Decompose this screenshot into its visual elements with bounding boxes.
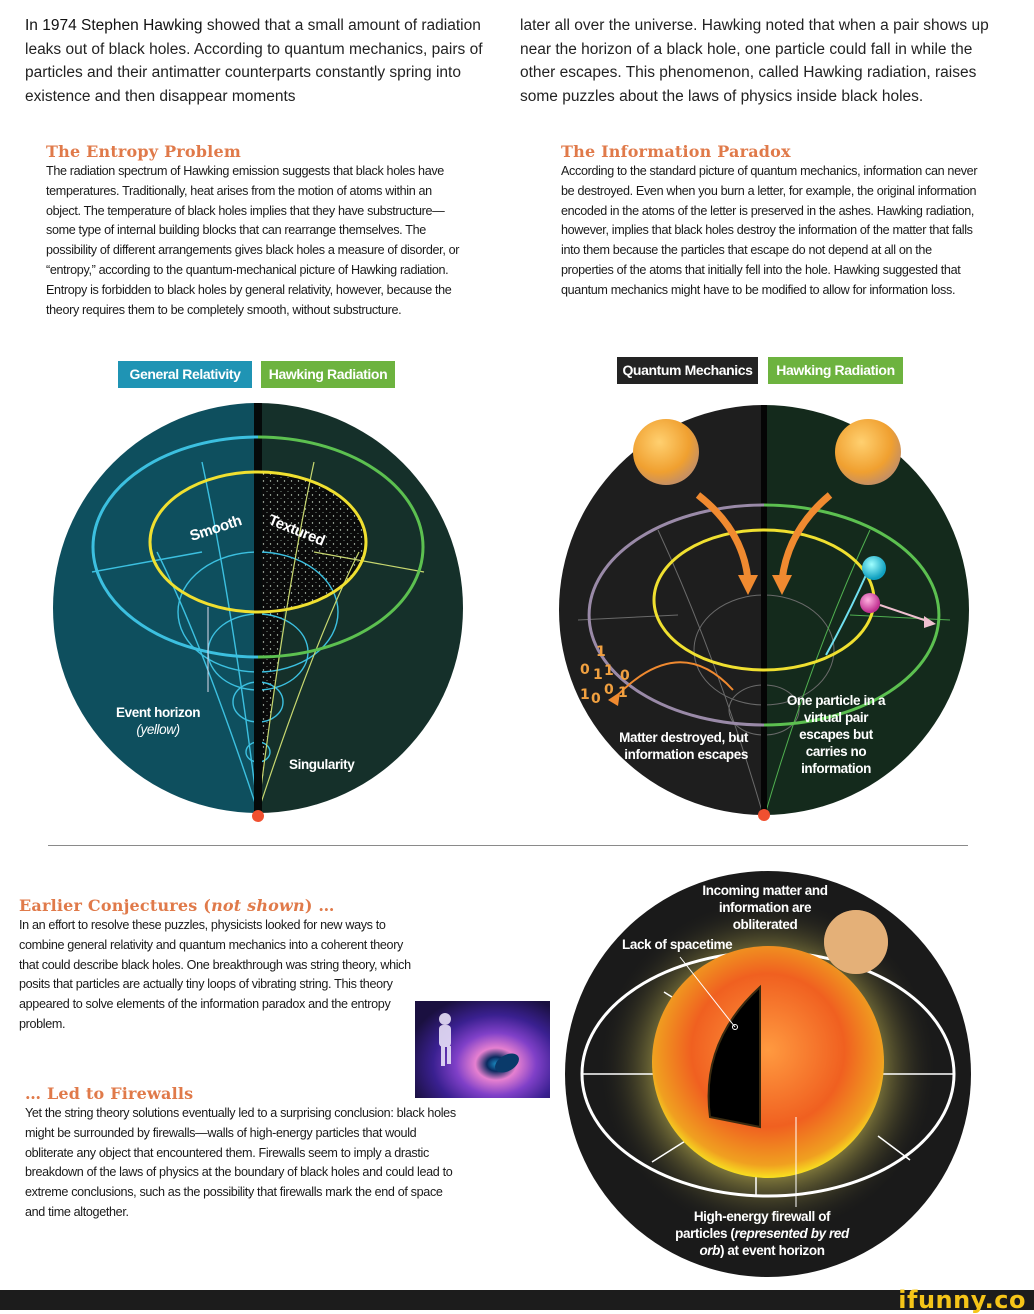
intro-paragraph-right: later all over the universe. Hawking noted that when a pair shows up near the horizon of a black hole, one particle could fall in while the other escapes. This phenomenon, called Hawking radiation, raises some puzzles about the laws of physics inside black holes. bbox=[520, 17, 989, 105]
tag-hawking-radiation: Hawking Radiation bbox=[261, 361, 395, 388]
tag-hawking-radiation-2: Hawking Radiation bbox=[768, 357, 903, 384]
label-lack-of-spacetime: Lack of spacetime bbox=[622, 937, 733, 952]
intro-paragraph-left bbox=[25, 14, 495, 108]
label-smooth: Smooth bbox=[187, 512, 244, 545]
entropy-problem-section bbox=[46, 142, 466, 320]
svg-text:1: 1 bbox=[596, 644, 606, 660]
title-main: Earlier Conjectures ( bbox=[19, 896, 212, 915]
event-horizon-text: Event horizon bbox=[116, 705, 201, 720]
label-textured: Textured bbox=[265, 511, 328, 550]
section-divider bbox=[48, 845, 968, 846]
label-one-particle: One particle in a virtual pair escapes but carries no information bbox=[786, 693, 886, 776]
footer-bar bbox=[0, 1286, 1034, 1314]
firewall-text-a: High-energy firewall of particles ( bbox=[675, 1209, 831, 1241]
tag-quantum-mechanics: Quantum Mechanics bbox=[617, 357, 758, 384]
earlier-conjectures-section bbox=[19, 896, 419, 1035]
firewalls-section bbox=[25, 1084, 465, 1223]
section-title: The Information Paradox bbox=[561, 142, 791, 161]
section-body: Yet the string theory solutions eventually led to a surprising conclusion: black holes might be surrounded by firewalls—walls of high-energy particles that would obliterate any object that encountered them. Firewalls seem to imply a drastic breakdown of the laws of physics at the boundary of black holes and could lead to extreme conclusions, such as the possibility that firewalls mark the end of space and time altogether. bbox=[25, 1106, 456, 1219]
svg-text:1: 1 bbox=[604, 663, 614, 679]
section-title: The Entropy Problem bbox=[46, 142, 241, 161]
label-firewall bbox=[672, 1208, 852, 1259]
entropy-diagram bbox=[52, 402, 464, 826]
svg-text:1: 1 bbox=[580, 687, 590, 703]
intro-lead: In 1974 Stephen Hawking bbox=[25, 17, 203, 34]
svg-text:0: 0 bbox=[591, 691, 601, 707]
title-end: ) … bbox=[304, 896, 335, 915]
label-incoming-matter: Incoming matter and information are obliterated bbox=[702, 883, 828, 932]
section-title: … Led to Firewalls bbox=[25, 1084, 194, 1103]
event-horizon-note: (yellow) bbox=[136, 722, 180, 737]
firewall-text-b: ) at event horizon bbox=[719, 1243, 825, 1258]
svg-text:0: 0 bbox=[604, 682, 614, 698]
information-diagram bbox=[558, 400, 970, 824]
section-title bbox=[19, 896, 419, 915]
label-singularity: Singularity bbox=[289, 757, 355, 772]
black-hole-smooth-vs-textured-illustration bbox=[52, 402, 464, 826]
svg-text:0: 0 bbox=[580, 662, 590, 678]
section-body: In an effort to resolve these puzzles, physicists looked for new ways to combine general relativity and quantum mechanics into a coherent theory that could describe black holes. One breakthrough was string theory, which posits that particles are actually tiny loops of vibrating string. This theory appeared to solve elements of the information paradox and the entropy problem. bbox=[19, 918, 411, 1031]
section-body: The radiation spectrum of Hawking emission suggests that black holes have temperatures. Traditionally, heat arises from the motion of atoms within an object. The temperature of black holes implies that they have substructure—some type of internal building blocks that can rearrange themselves. The possibility of different arrangements gives black holes a measure of disorder, or “entropy,” according to the quantum-mechanical picture of Hawking radiation. Entropy is forbidden to black holes by general relativity, however, because the theory requires them to be completely smooth, without substructure. bbox=[46, 164, 460, 317]
firewall-text-italic: represented by red orb bbox=[699, 1226, 849, 1258]
intro-left-text: showed that a small amount of radiation leaks out of black holes. According to quantum mechanics, pairs of particles and their antimatter counterparts constantly spring into existence and then disappear moments bbox=[25, 17, 483, 105]
svg-text:1: 1 bbox=[618, 685, 628, 701]
title-italic: not shown bbox=[211, 896, 305, 915]
svg-text:0: 0 bbox=[620, 668, 630, 684]
tag-general-relativity: General Relativity bbox=[118, 361, 252, 388]
section-body: According to the standard picture of quantum mechanics, information can never be destroyed. Even when you burn a letter, for example, the original information encoded in the atoms of the letter is preserved in the ashes. Hawking radiation, however, implies that black holes destroy the information of the matter that falls into them because the particles that escape do not depend at all on the properties of the atoms that initially fell into the hole. Hawking suggested that quantum mechanics might have to be modified to allow for information loss. bbox=[561, 164, 978, 297]
svg-text:1: 1 bbox=[593, 667, 603, 683]
firewall-diagram bbox=[560, 862, 980, 1282]
label-matter-destroyed: Matter destroyed, but information escapes bbox=[619, 730, 748, 762]
ifunny-watermark: ifunny.co bbox=[898, 1286, 1026, 1314]
label-event-horizon bbox=[116, 704, 200, 738]
information-paradox-section bbox=[561, 142, 981, 301]
